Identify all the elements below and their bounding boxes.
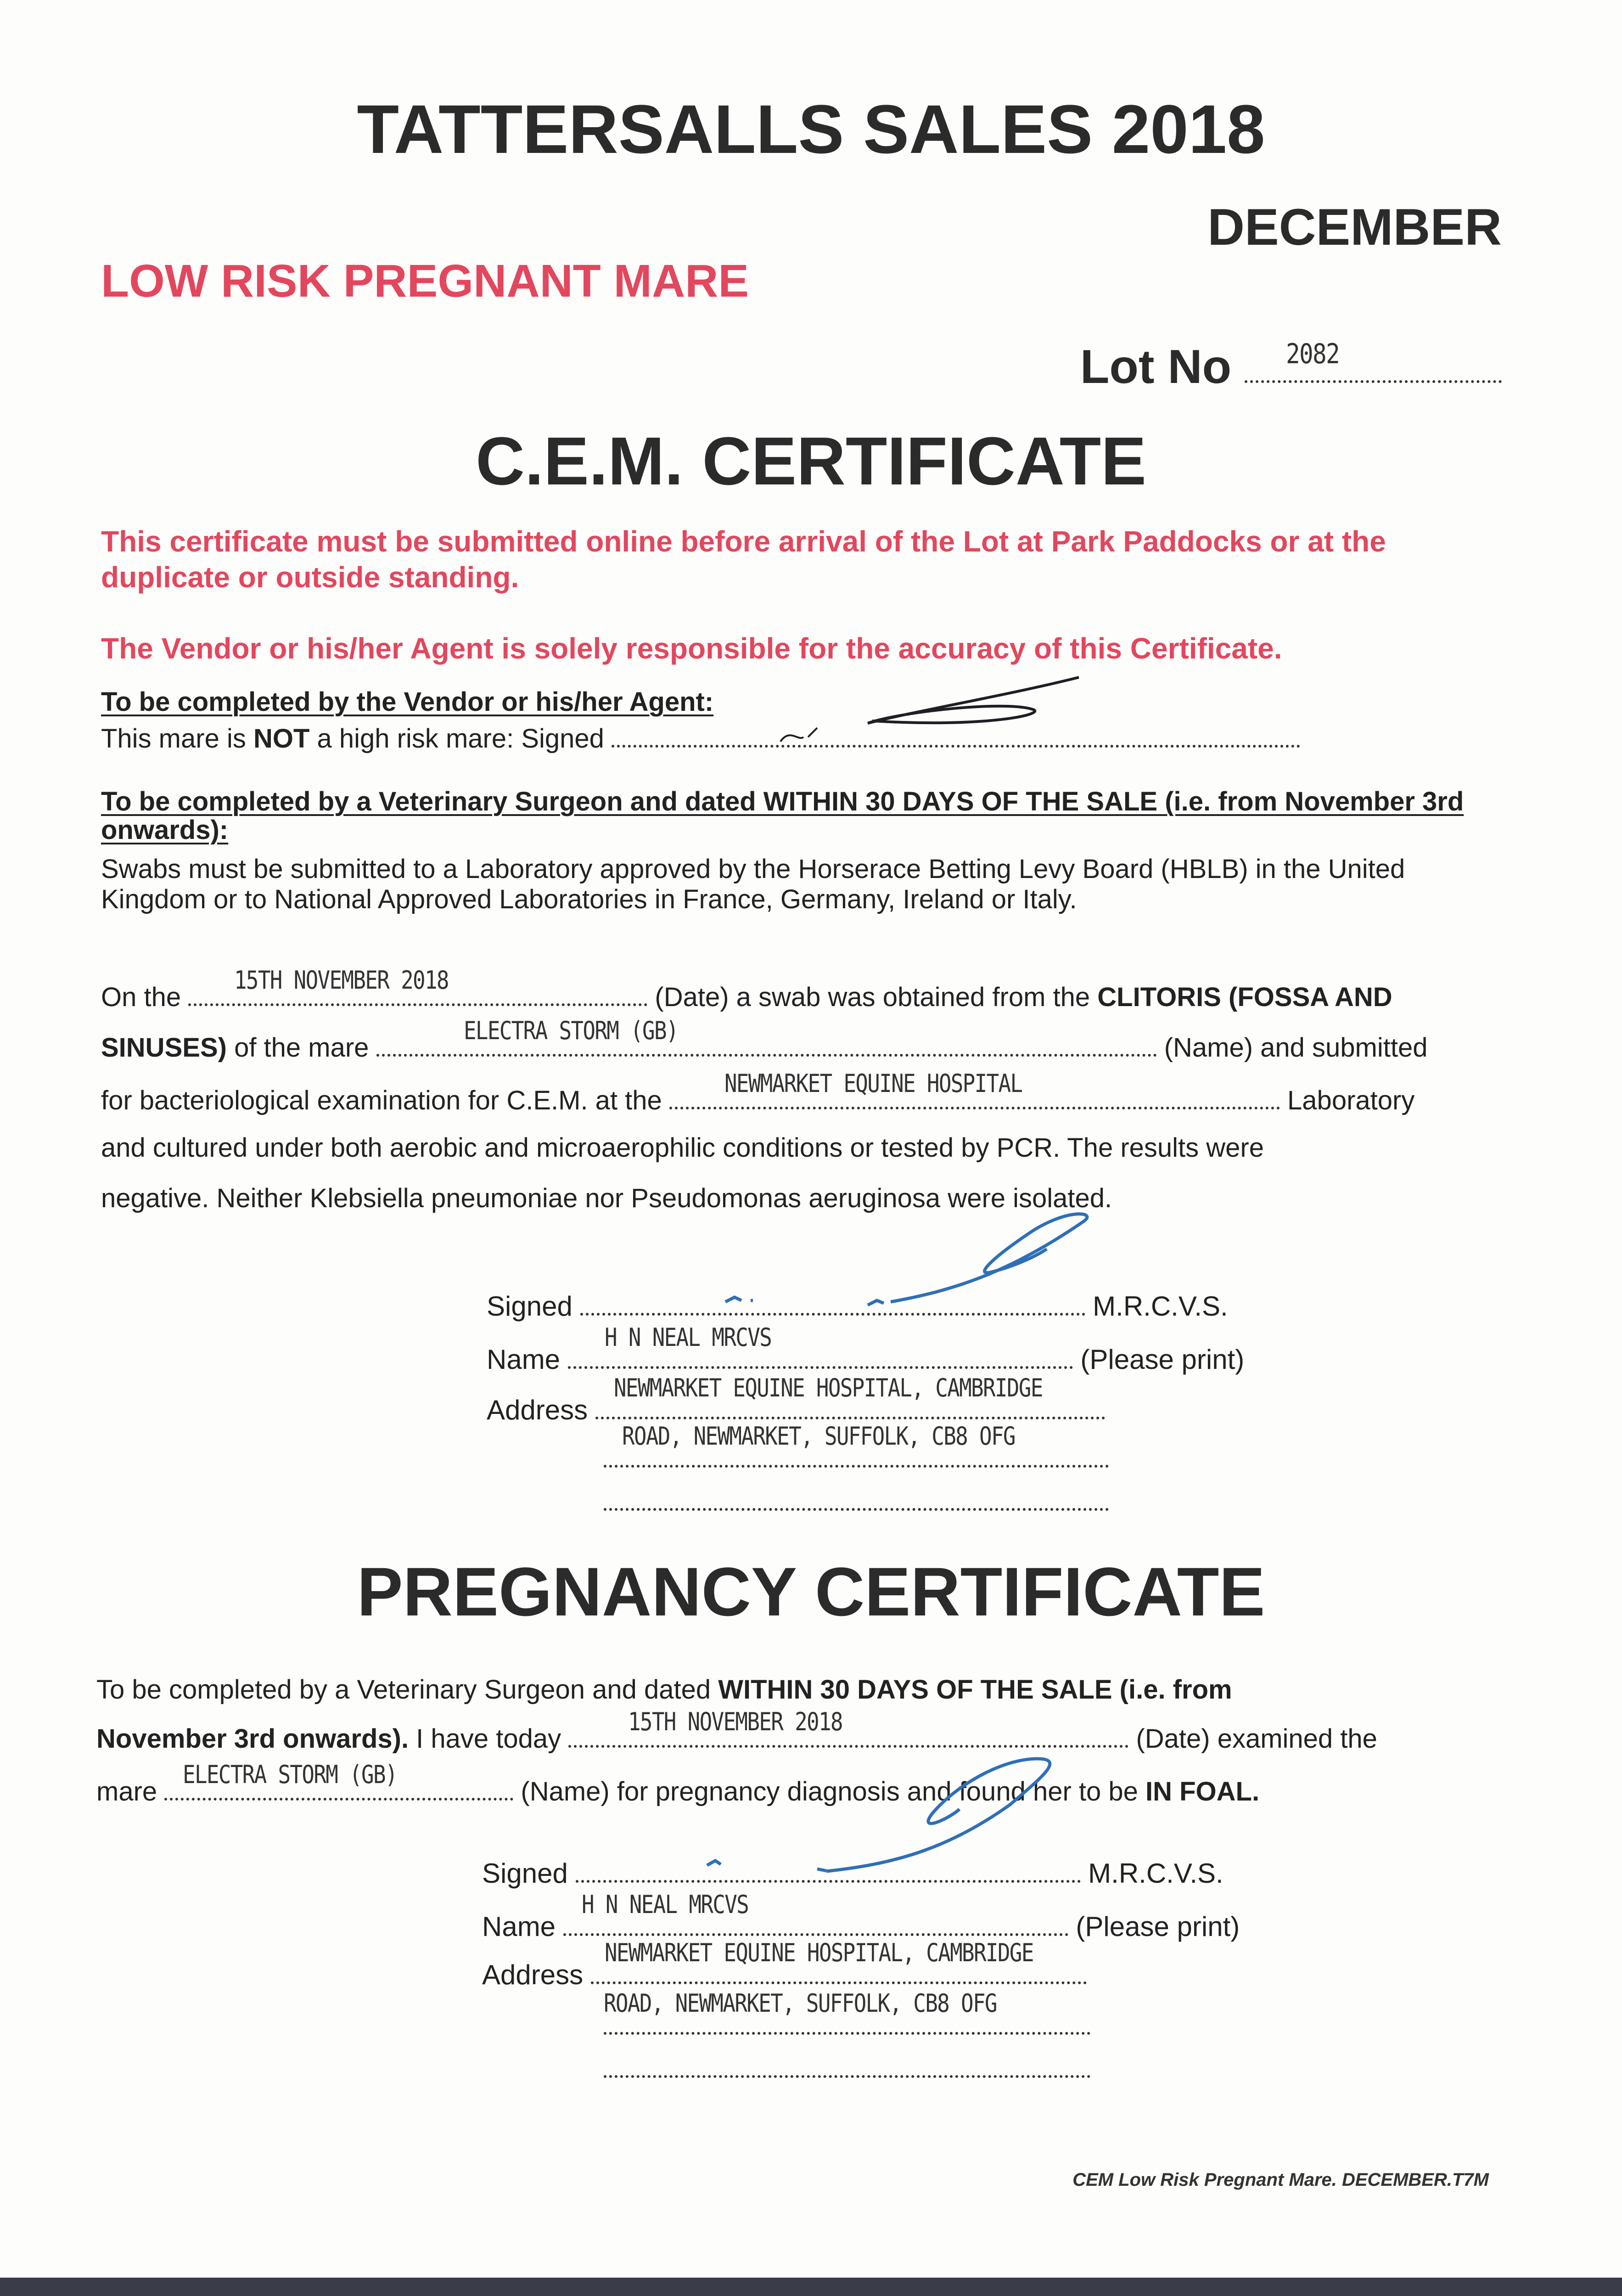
swab-date-row: On the 15TH NOVEMBER 2018 (Date) a swab was obtained from the CLITORIS (FOSSA AND <box>101 976 1392 1016</box>
vet-section-heading: To be completed by a Veterinary Surgeon and dated WITHIN 30 DAYS OF THE SALE (i.e. from November 3rd onwards): <box>101 787 1464 845</box>
cem-certificate-heading: C.E.M. CERTIFICATE <box>476 423 1146 499</box>
cem-address-row: Address NEWMARKET EQUINE HOSPITAL, CAMBRIDGE <box>487 1389 1105 1426</box>
swab-date-field[interactable] <box>188 966 647 1006</box>
cem-mare-name-value: ELECTRA STORM (GB) <box>463 1016 678 1045</box>
vendor-section-heading: To be completed by the Vendor or his/her Agent: <box>101 687 714 717</box>
pregnancy-address-line-1-value: NEWMARKET EQUINE HOSPITAL, CAMBRIDGE <box>604 1938 1033 1967</box>
cem-address-line-3-field[interactable] <box>604 1508 1109 1511</box>
cem-address-line-2-row <box>604 1422 1109 1474</box>
laboratory-field[interactable] <box>669 1069 1280 1109</box>
pregnancy-mare-row: mare ELECTRA STORM (GB) (Name) for pregnancy diagnosis and found her to be IN FOAL. <box>96 1770 1259 1810</box>
laboratory-row: for bacteriological examination for C.E.M. at the NEWMARKET EQUINE HOSPITAL Laboratory <box>101 1079 1414 1119</box>
footer-reference: CEM Low Risk Pregnant Mare. DECEMBER.T7M <box>1072 2170 1489 2190</box>
swab-date-value: 15TH NOVEMBER 2018 <box>234 966 449 995</box>
pregnancy-intro-line-1: To be completed by a Veterinary Surgeon and dated WITHIN 30 DAYS OF THE SALE (i.e. from <box>96 1675 1232 1705</box>
responsibility-notice: The Vendor or his/her Agent is solely responsible for the accuracy of this Certificate. <box>101 632 1282 665</box>
lot-number-value: 2082 <box>1286 338 1340 370</box>
lot-label: Lot No <box>1080 340 1232 394</box>
pregnancy-certificate-heading: PREGNANCY CERTIFICATE <box>357 1553 1265 1630</box>
laboratory-value: NEWMARKET EQUINE HOSPITAL <box>724 1069 1022 1098</box>
pregnancy-mare-name-value: ELECTRA STORM (GB) <box>183 1760 398 1789</box>
submission-notice: This certificate must be submitted online before arrival of the Lot at Park Paddocks or at the duplicate or outside standing. <box>101 525 1386 594</box>
pregnancy-address-line-2-row <box>604 1989 1090 2041</box>
cem-address-line-2-field[interactable] <box>604 1422 1109 1468</box>
cem-address-line-3-row <box>604 1486 1109 1517</box>
vendor-declaration: This mare is NOT a high risk mare: Signed <box>101 723 1300 754</box>
swab-instructions: Swabs must be submitted to a Laboratory approved by the Horserace Betting Levy Board (HBLB) in the United Kingdom or to National Approved Laboratories in France, Germany, Ireland or Italy. <box>101 854 1405 914</box>
negative-result-statement: negative. Neither Klebsiella pneumoniae nor Pseudomonas aeruginosa were isolated. <box>101 1183 1112 1213</box>
sale-month: DECEMBER <box>1207 198 1502 256</box>
pregnancy-mare-name-field[interactable] <box>164 1760 513 1801</box>
cem-vet-name-value: H N NEAL MRCVS <box>604 1323 771 1352</box>
pregnancy-signed-row: Signed M.R.C.V.S. <box>482 1858 1224 1889</box>
mare-name-row: SINUSES) of the mare ELECTRA STORM (GB) (Name) and submitted <box>101 1026 1428 1066</box>
document-title: TATTERSALLS SALES 2018 <box>357 90 1265 168</box>
pregnancy-date-value: 15TH NOVEMBER 2018 <box>628 1707 843 1736</box>
cem-signed-row: Signed M.R.C.V.S. <box>487 1291 1228 1322</box>
pregnancy-name-row: Name H N NEAL MRCVS (Please print) <box>482 1890 1240 1942</box>
pregnancy-address-line-3-row <box>604 2053 1090 2084</box>
category-label: LOW RISK PREGNANT MARE <box>101 255 749 307</box>
cem-vet-signature <box>716 1203 1129 1341</box>
pregnancy-date-row: November 3rd onwards). I have today 15TH NOVEMBER 2018 (Date) examined the <box>96 1717 1377 1757</box>
pregnancy-vet-name-value: H N NEAL MRCVS <box>581 1890 748 1919</box>
cem-address-line-1-value: NEWMARKET EQUINE HOSPITAL, CAMBRIDGE <box>613 1373 1043 1402</box>
lot-number-row <box>1080 340 1502 394</box>
pregnancy-address-row: Address NEWMARKET EQUINE HOSPITAL, CAMBRIDGE <box>482 1954 1087 1991</box>
lot-number-field[interactable] <box>1245 338 1502 383</box>
culture-statement: and cultured under both aerobic and microaerophilic conditions or tested by PCR. The results were <box>101 1133 1264 1163</box>
pregnancy-signature-field[interactable] <box>576 1880 1081 1883</box>
pregnancy-address-line-2-value: ROAD, NEWMARKET, SUFFOLK, CB8 OFG <box>604 1989 997 2018</box>
cem-address-line-2-value: ROAD, NEWMARKET, SUFFOLK, CB8 OFG <box>622 1422 1015 1451</box>
scan-bottom-edge <box>0 2278 1622 2296</box>
pregnancy-address-line-3-field[interactable] <box>604 2075 1090 2078</box>
cem-name-row: Name H N NEAL MRCVS (Please print) <box>487 1323 1245 1375</box>
vendor-signature <box>748 668 1070 760</box>
pregnancy-address-line-2-field[interactable] <box>604 1989 1090 2035</box>
